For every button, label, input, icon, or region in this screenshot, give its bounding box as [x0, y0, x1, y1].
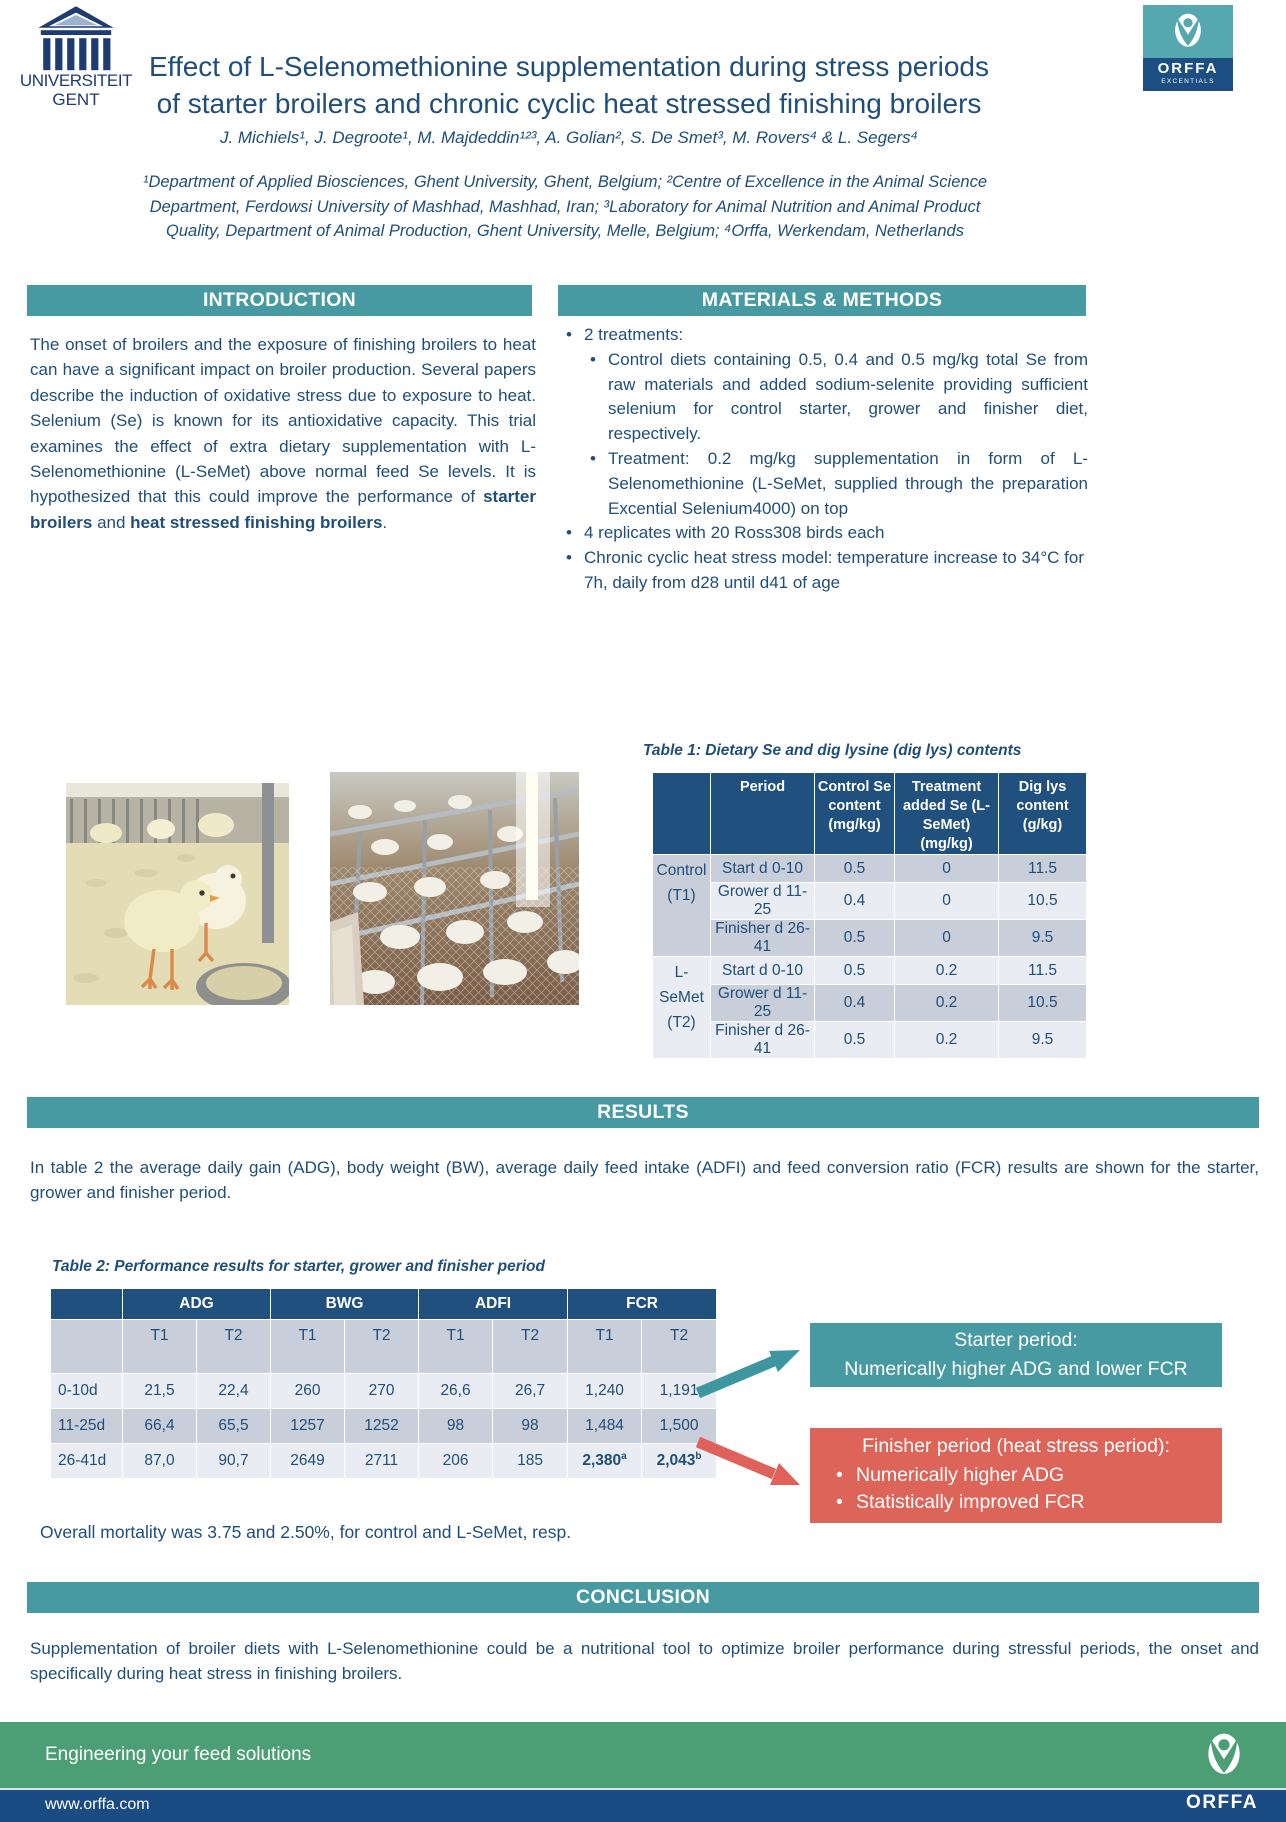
table-cell: 0.4: [815, 883, 895, 920]
callout-bullet: • Numerically higher ADG: [810, 1462, 1222, 1489]
conclusion-paragraph: Supplementation of broiler diets with L-Selenomethionine could be a nutritional tool to optimize broiler performance during stressful periods, the onset and specifically during heat stress in finishing broilers.: [30, 1639, 1259, 1684]
table1-header-row: [653, 773, 1087, 855]
table-cell: 0.2: [895, 957, 999, 985]
table-row: [653, 920, 1087, 957]
orffa-tulip-icon: [1143, 5, 1233, 58]
table2-performance: [50, 1288, 717, 1479]
text-segment-bold: heat stressed finishing broilers: [130, 512, 383, 532]
table-cell: 0.4: [815, 985, 895, 1022]
affiliations: ¹Department of Applied Biosciences, Ghent University, Ghent, Belgium; ²Centre of Excellence in the Animal Science Department, Ferdowsi University of Mashhad, Mashhad, Iran; ³Laboratory for Animal Nutrition and Animal Product Quality, Department of Animal Production, Ghent University, Melle, Belgium; ⁴Orffa, Werkendam, Netherlands: [142, 173, 988, 240]
table1-header-cell: Treatment added Se (L-SeMet) (mg/kg): [895, 773, 999, 855]
table2-subheader-row: [51, 1320, 717, 1374]
bullet-item: [560, 323, 1088, 348]
title-line-1: Effect of L-Selenomethionine supplementation during stress periods: [149, 51, 989, 82]
table-cell: 98: [493, 1409, 568, 1444]
table-cell: 0: [895, 920, 999, 957]
authors-line: J. Michiels¹, J. Degroote¹, M. Majdeddin¹²³, A. Golian², S. De Smet³, M. Rovers⁴ & L. Segers⁴: [219, 128, 919, 147]
table-cell: 2711: [345, 1444, 419, 1479]
materials-methods-header: MATERIALS & METHODS: [558, 285, 1086, 316]
table1-group-label: L-SeMet (T2): [653, 957, 711, 1059]
table-cell: 185: [493, 1444, 568, 1479]
table-cell: 87,0: [123, 1444, 197, 1479]
value: 2,043: [656, 1452, 696, 1470]
starter-period-callout: [810, 1323, 1222, 1387]
table-row: [653, 985, 1087, 1022]
table-cell: T2: [345, 1320, 419, 1374]
table-cell: 1,500: [642, 1409, 717, 1444]
table2-group-header-row: [51, 1289, 717, 1320]
table-cell: T1: [271, 1320, 345, 1374]
value: 2,380: [582, 1452, 622, 1470]
arrow-to-starter-callout: [688, 1336, 813, 1408]
introduction-paragraph: [30, 332, 536, 535]
table-cell: 0.5: [815, 920, 895, 957]
callout-title: Finisher period (heat stress period):: [862, 1435, 1170, 1457]
text-segment-bold: starter broilers: [30, 487, 536, 532]
table-row: [653, 1022, 1087, 1059]
table-cell: 0.2: [895, 985, 999, 1022]
title-line-2: of starter broilers and chronic cyclic heat stressed finishing broilers: [156, 88, 982, 119]
significance-superscript: b: [695, 1451, 702, 1463]
callout-title: Starter period:: [954, 1329, 1078, 1351]
bullet-text: 4 replicates with 20 Ross308 birds each: [584, 523, 885, 543]
text-segment: .: [382, 512, 388, 532]
table-cell: 11-25d: [51, 1409, 123, 1444]
table-cell: T2: [197, 1320, 271, 1374]
table-cell: Finisher d 26-41: [711, 920, 815, 957]
table-cell: 10.5: [999, 985, 1087, 1022]
table1-dietary-se: [652, 772, 1087, 1059]
table-cell: T1: [419, 1320, 493, 1374]
table-row: [51, 1444, 717, 1479]
table2-header-cell: ADFI: [419, 1289, 568, 1320]
table2-caption: Table 2: Performance results for starter, grower and finisher period: [52, 1258, 545, 1275]
table2-header-cell: BWG: [271, 1289, 419, 1320]
table2-header-cell: [51, 1289, 123, 1320]
ugent-logo-text: GENT: [52, 90, 100, 109]
table-cell: 1,240: [568, 1374, 642, 1409]
results-paragraph: In table 2 the average daily gain (ADG), body weight (BW), average daily feed intake (ADFI) and feed conversion ratio (FCR) results are shown for the starter, grower and finisher period.: [30, 1158, 1259, 1203]
table-cell: 0: [895, 883, 999, 920]
orffa-excentials-logo: [1143, 5, 1233, 91]
table-cell: 1252: [345, 1409, 419, 1444]
table-row: [653, 855, 1087, 883]
table-cell: 0.2: [895, 1022, 999, 1059]
table-row: [653, 883, 1087, 920]
orffa-badge-subtitle: EXCENTIALS: [1161, 78, 1215, 85]
callout-text: Numerically higher ADG and lower FCR: [844, 1358, 1188, 1380]
footer-tagline: Engineering your feed solutions: [45, 1744, 312, 1765]
table-cell: Start d 0-10: [711, 855, 815, 883]
table-cell: 2649: [271, 1444, 345, 1479]
table-cell: 1,484: [568, 1409, 642, 1444]
table-cell: 98: [419, 1409, 493, 1444]
table-cell: 22,4: [197, 1374, 271, 1409]
table-cell: 0.5: [815, 957, 895, 985]
table-cell: 11.5: [999, 855, 1087, 883]
bullet-text: Control diets containing 0.5, 0.4 and 0.5 mg/kg total Se from raw materials and added sodium-selenite providing sufficient selenium for control starter, grower and finisher diet, respectively.: [608, 349, 1088, 444]
table-cell: 26-41d: [51, 1444, 123, 1479]
ugent-temple-icon: [36, 6, 116, 72]
callout-bullets: [810, 1462, 1222, 1516]
table-cell: 11.5: [999, 957, 1087, 985]
table-cell: 26,6: [419, 1374, 493, 1409]
table-cell: 9.5: [999, 1022, 1087, 1059]
footer-website: www.orffa.com: [45, 1796, 150, 1813]
table-cell: [51, 1320, 123, 1374]
orffa-badge-name: ORFFA: [1157, 60, 1219, 77]
bullet-item: [560, 521, 1088, 546]
table-cell: T1: [568, 1320, 642, 1374]
table2-header-cell: ADG: [123, 1289, 271, 1320]
footer-tagline-band: [0, 1722, 1286, 1788]
bullet-text: Chronic cyclic heat stress model: temperature increase to 34°C for 7h, daily from d28 until d41 of age: [584, 548, 1085, 592]
table-cell: 65,5: [197, 1409, 271, 1444]
introduction-header: INTRODUCTION: [27, 285, 532, 316]
table-row: [51, 1409, 717, 1444]
table-cell: 26,7: [493, 1374, 568, 1409]
table1-header-cell: Period: [711, 773, 815, 855]
table1-caption: Table 1: Dietary Se and dig lysine (dig lys) contents: [643, 742, 1022, 759]
table1-header-cell: Dig lys content (g/kg): [999, 773, 1087, 855]
ugent-logo-text: UNIVERSITEIT: [19, 71, 133, 90]
table-cell: 270: [345, 1374, 419, 1409]
bullet-item: [560, 447, 1088, 521]
orffa-footer-tulip-icon: [1196, 1726, 1252, 1786]
table1-group-label: Control (T1): [653, 855, 711, 957]
arrow-to-finisher-callout: [688, 1430, 813, 1515]
text-segment: The onset of broilers and the exposure of finishing broilers to heat can have a significant impact on broiler production. Several papers describe the induction of oxidative stress due to exposure to heat. Selenium (Se) is known for its antioxidative capacity. This trial examines the effect of extra dietary supplementation with L-Selenomethionine (L-SeMet) above normal feed Se levels. It is hypothesized that this could improve the performance of: [30, 335, 536, 507]
table-cell: 206: [419, 1444, 493, 1479]
table-cell: 260: [271, 1374, 345, 1409]
ugent-logo: [12, 6, 140, 109]
bullet-item: [560, 348, 1088, 447]
table-cell: Finisher d 26-41: [711, 1022, 815, 1059]
table2-header-cell: FCR: [568, 1289, 717, 1320]
table-cell: 90,7: [197, 1444, 271, 1479]
materials-methods-list: [560, 323, 1088, 596]
table-cell: T1: [123, 1320, 197, 1374]
table-cell: 1257: [271, 1409, 345, 1444]
bullet-text: 2 treatments:: [584, 325, 684, 344]
bullet-item: [560, 546, 1088, 596]
table-cell: 66,4: [123, 1409, 197, 1444]
table-cell: Grower d 11-25: [711, 985, 815, 1022]
table-cell-significant: [568, 1444, 642, 1479]
table1-header-cell: Control Se content (mg/kg): [815, 773, 895, 855]
callout-bullet: • Statistically improved FCR: [810, 1489, 1222, 1516]
bullet-text: Treatment: 0.2 mg/kg supplementation in form of L-Selenomethionine (L-SeMet, supplied through the preparation Excential Selenium4000) on top: [608, 448, 1088, 518]
table-cell: Start d 0-10: [711, 957, 815, 985]
table1-header-cell: [653, 773, 711, 855]
table-cell: 21,5: [123, 1374, 197, 1409]
table-cell: 1,191: [642, 1374, 717, 1409]
results-header: RESULTS: [27, 1097, 1259, 1128]
table-cell: 10.5: [999, 883, 1087, 920]
finisher-period-callout: [810, 1428, 1222, 1523]
significance-superscript: a: [621, 1451, 627, 1463]
poster-title: [135, 48, 1003, 122]
table-cell: T2: [493, 1320, 568, 1374]
orffa-footer-wordmark: ORFFA: [1186, 1792, 1258, 1813]
table-row: [653, 957, 1087, 985]
table-cell: 0: [895, 855, 999, 883]
text-segment: and: [92, 512, 131, 532]
orffa-badge-label: [1143, 58, 1233, 91]
table-cell: 0.5: [815, 1022, 895, 1059]
footer-website-band: [0, 1788, 1286, 1822]
starter-chicks-photo: [66, 783, 289, 1005]
mortality-note: Overall mortality was 3.75 and 2.50%, for control and L-SeMet, resp.: [40, 1522, 572, 1542]
table-cell: Grower d 11-25: [711, 883, 815, 920]
table-row: [51, 1374, 717, 1409]
table-cell: T2: [642, 1320, 717, 1374]
heat-stress-barn-photo: [330, 772, 579, 1005]
table-cell: 0-10d: [51, 1374, 123, 1409]
conclusion-header: CONCLUSION: [27, 1582, 1259, 1613]
table-cell: 9.5: [999, 920, 1087, 957]
table-cell: 0.5: [815, 855, 895, 883]
